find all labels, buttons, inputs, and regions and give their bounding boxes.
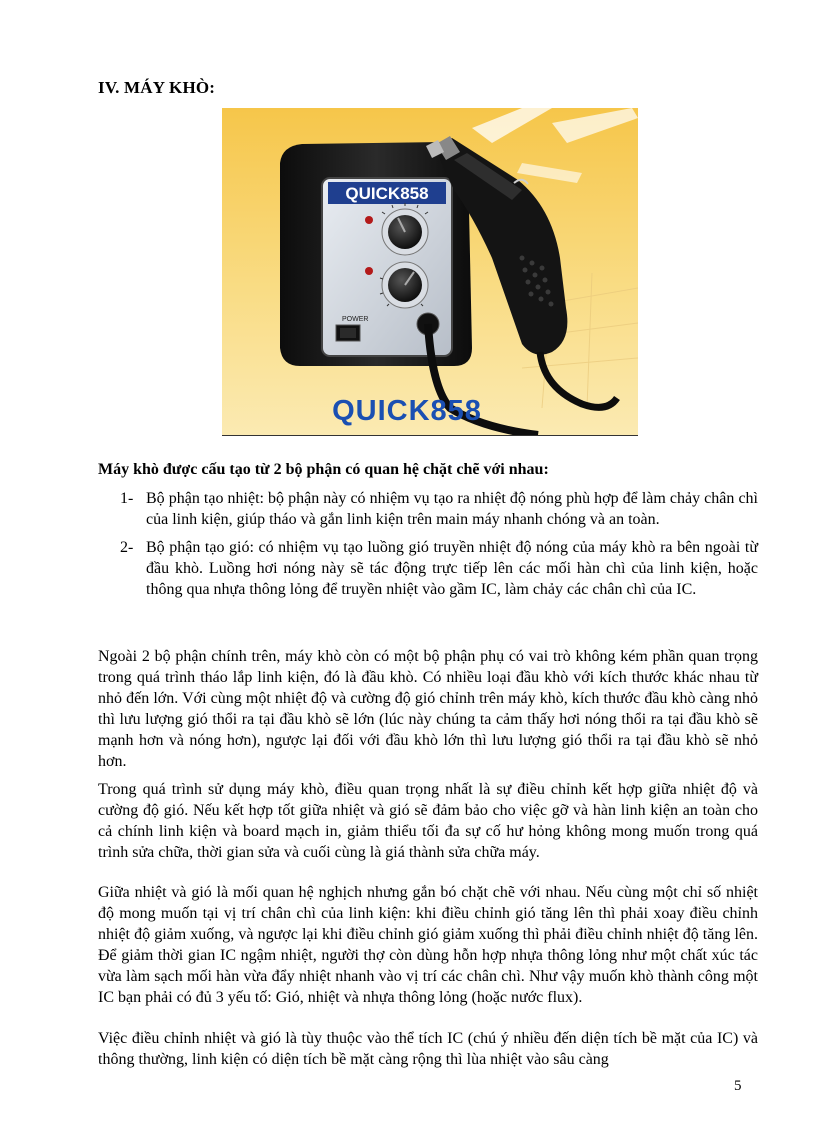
section-heading: IV. MÁY KHÒ: [98,78,216,97]
hot-air-station-illustration [222,108,638,435]
list-item-text: Bộ phận tạo gió: có nhiệm vụ tạo luồng gió truyền nhiệt độ nóng của máy khò ra bên ngoài từ đầu khò. Luồng hơi nóng này sẽ tác động trực tiếp lên các mối hàn chì của linh kiện, hoặc thông qua nhựa thông lỏng để truyền nhiệt vào gầm IC, làm chảy các chân chì của IC. [146,539,758,598]
page-number: 5 [734,1078,742,1094]
list-item-text: Bộ phận tạo nhiệt: bộ phận này có nhiệm vụ tạo ra nhiệt độ nóng phù hợp để làm chảy chân chì của linh kiện, giúp tháo và gắn linh kiện trên main máy nhanh chóng và an toàn. [146,490,758,528]
paragraph-ic-volume: Việc điều chỉnh nhiệt và gió là tùy thuộc vào thể tích IC (chú ý nhiều đến diện tích bề mặt của IC) và thông thường, linh kiện có diện tích bề mặt càng rộng thì lùa nhiệt vào sâu càng [98,1030,758,1068]
air-indicator-light [365,267,373,275]
structure-title: Máy khò được cấu tạo từ 2 bộ phận có quan hệ chặt chẽ với nhau: [98,461,549,478]
panel-brand-label [328,182,446,204]
hot-air-station-photo [222,108,638,436]
product-model-text: QUICK858 [332,395,482,427]
air-flow-knob[interactable] [382,262,428,308]
paragraph-adjustment: Trong quá trình sử dụng máy khò, điều quan trọng nhất là sự điều chỉnh kết hợp giữa nhiệt độ và cường độ gió. Nếu kết hợp tốt giữa nhiệt và gió sẽ đảm bảo cho việc gỡ và hàn linh kiện an toàn cho cả chính linh kiện và board mạch in, giảm thiểu tối đa sự cố hư hỏng không mong muốn trong quá trình sửa chữa, thời gian sửa và cuối cùng là giá thành sửa chữa máy. [98,781,758,861]
list-item-number: 1- [120,490,134,507]
heater-indicator-light [365,216,373,224]
brand-label-text: QUICK858 [345,184,429,203]
list-item [98,488,758,530]
list-item-number: 2- [120,539,134,556]
paragraph-nozzle: Ngoài 2 bộ phận chính trên, máy khò còn có một bộ phận phụ có vai trò không kém phần quan trọng trong quá trình tháo lắp linh kiện, đó là đầu khò. Có nhiều loại đầu khò với kích thước khác nhau từ nhỏ đến lớn. Với cùng một nhiệt độ và cường độ gió chỉnh trên máy khò, kích thước đầu khò càng nhỏ thì lưu lượng gió thổi ra tại đầu khò sẽ lớn (lúc này chúng ta cảm thấy hơi nóng thổi ra tại đầu khò sẽ mạnh hơn và nóng hơn), ngược lại đối với đầu khò lớn thì lưu lượng gió thổi ra tại đầu khò sẽ nhỏ hơn. [98,648,758,770]
list-item [98,537,758,600]
structure-list [98,488,758,607]
power-label: POWER [342,316,369,323]
paragraph-heat-air-relation: Giữa nhiệt và gió là mối quan hệ nghịch nhưng gắn bó chặt chẽ với nhau. Nếu cùng một chỉ số nhiệt độ mong muốn tại vị trí chân chì của linh kiện: khi điều chỉnh gió tăng lên thì phải xoay điều chỉnh nhiệt độ giảm xuống, và ngược lại khi điều chỉnh gió giảm xuống thì phải điều chỉnh nhiệt độ tăng lên. Để giảm thời gian IC ngậm nhiệt, người thợ còn dùng hỗn hợp nhựa thông lỏng như một chất xúc tác vừa làm sạch mối hàn vừa đẩy nhiệt nhanh vào vị trí các chân chì. Như vậy muốn khò thành công một IC bạn phải có đủ 3 yếu tố: Gió, nhiệt và nhựa thông lỏng (hoặc nước flux). [98,884,758,1006]
temperature-knob[interactable] [382,209,428,255]
